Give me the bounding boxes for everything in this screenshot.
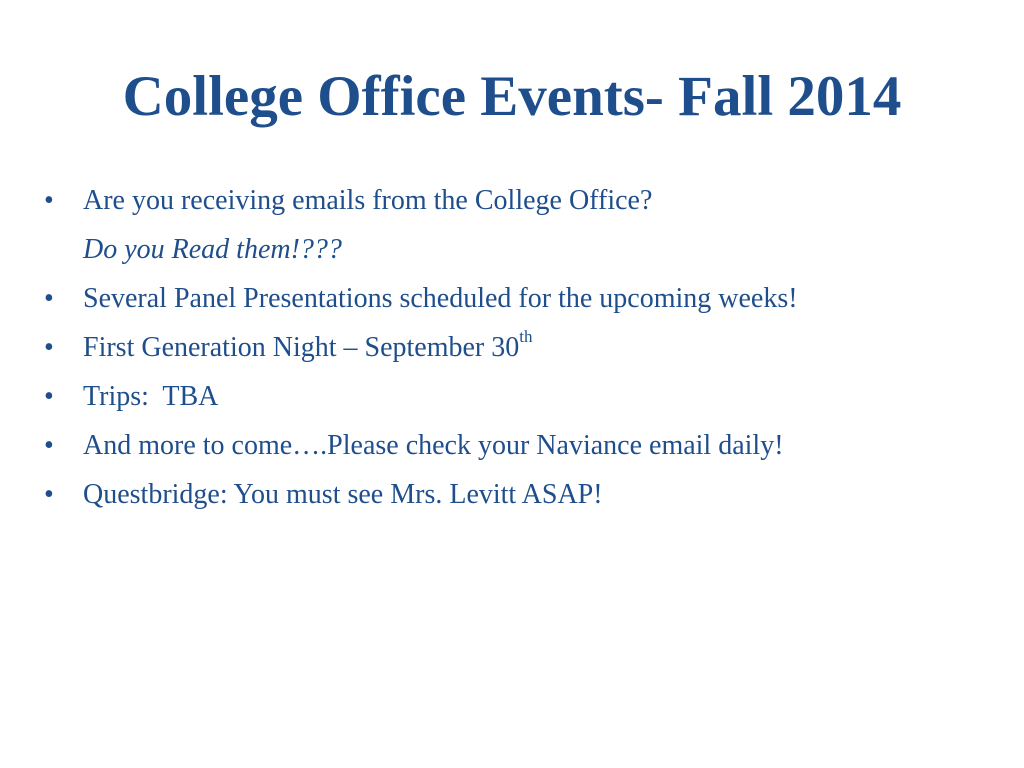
bullet-marker: • — [44, 381, 54, 412]
bullet-marker: • — [44, 332, 54, 363]
bullet-text-main: First Generation Night – September 30 — [83, 332, 520, 363]
bullet-item — [44, 325, 1004, 374]
bullet-marker: • — [44, 283, 54, 314]
bullet-item — [44, 374, 1004, 423]
bullet-list — [44, 178, 1004, 521]
bullet-item — [44, 276, 1004, 325]
bullet-text: And more to come….Please check your Naviance email daily! — [83, 430, 784, 461]
bullet-text: Several Panel Presentations scheduled for the upcoming weeks! — [83, 283, 798, 314]
ordinal-superscript: th — [519, 327, 533, 346]
bullet-text: Do you Read them!??? — [83, 234, 342, 265]
bullet-text-with-superscript — [83, 325, 533, 370]
bullet-item — [44, 472, 1004, 521]
bullet-text: Are you receiving emails from the College Office? — [83, 185, 653, 216]
bullet-item — [44, 178, 1004, 227]
bullet-item — [44, 423, 1004, 472]
bullet-text: Trips: TBA — [83, 381, 219, 412]
bullet-marker: • — [44, 185, 54, 216]
slide-title: College Office Events- Fall 2014 — [122, 65, 902, 128]
bullet-continuation — [44, 227, 1004, 276]
bullet-text: Questbridge: You must see Mrs. Levitt ASAP! — [83, 479, 603, 510]
bullet-marker: • — [44, 430, 54, 461]
bullet-marker: • — [44, 479, 54, 510]
